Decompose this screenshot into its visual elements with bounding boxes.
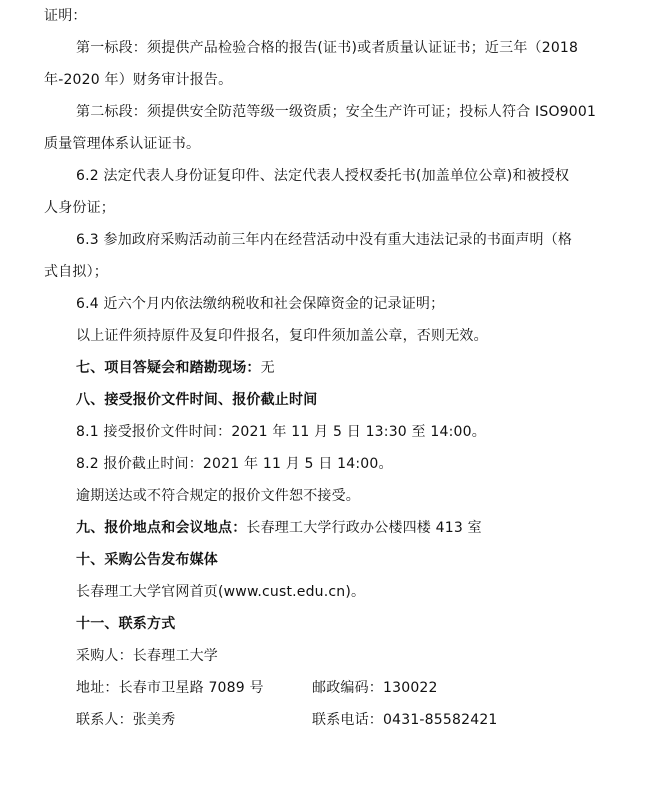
section-heading-label: 九、报价地点和会议地点：	[76, 520, 247, 536]
contact-person-line: 联系人：张美秀	[76, 712, 176, 728]
section-heading-value: 无	[260, 360, 275, 376]
text-line: 第二标段：须提供安全防范等级一级资质；安全生产许可证；投标人符合 ISO9001	[76, 104, 597, 120]
text-line: 6.4 近六个月内依法缴纳税收和社会保障资金的记录证明；	[76, 296, 445, 312]
section-heading	[76, 358, 275, 378]
text-line: 以上证件须持原件及复印件报名，复印件须加盖公章，否则无效。	[76, 328, 488, 344]
text-line: 6.2 法定代表人身份证复印件、法定代表人授权委托书(加盖单位公章)和被授权	[76, 168, 570, 184]
text-line: 8.1 接受报价文件时间：2021 年 11 月 5 日 13:30 至 14:00。	[76, 424, 486, 440]
text-line: 采购人：长春理工大学	[76, 648, 218, 664]
postal-code-line: 邮政编码：130022	[312, 680, 438, 696]
address-line: 地址：长春市卫星路 7089 号	[76, 680, 264, 696]
section-heading-label: 七、项目答疑会和踏勘现场：	[76, 360, 261, 376]
text-line: 6.3 参加政府采购活动前三年内在经营活动中没有重大违法记录的书面声明（格	[76, 232, 573, 248]
section-heading: 十、采购公告发布媒体	[76, 552, 218, 568]
section-heading	[76, 518, 482, 538]
text-line: 第一标段：须提供产品检验合格的报告(证书)或者质量认证证书；近三年（2018	[76, 40, 579, 56]
text-line: 证明：	[44, 8, 87, 24]
text-line: 长春理工大学官网首页(www.cust.edu.cn)。	[76, 584, 366, 600]
text-line: 8.2 报价截止时间：2021 年 11 月 5 日 14:00。	[76, 456, 393, 472]
text-line: 质量管理体系认证证书。	[44, 136, 201, 152]
text-line: 年-2020 年）财务审计报告。	[44, 72, 233, 88]
section-heading: 十一、联系方式	[76, 616, 176, 632]
text-line: 人身份证；	[44, 200, 115, 216]
contact-phone-line: 联系电话：0431-85582421	[312, 712, 498, 728]
section-heading: 八、接受报价文件时间、报价截止时间	[76, 392, 318, 408]
text-line: 逾期送达或不符合规定的报价文件恕不接受。	[76, 488, 360, 504]
text-line: 式自拟）；	[44, 264, 108, 280]
section-heading-value: 长春理工大学行政办公楼四楼 413 室	[246, 520, 482, 536]
